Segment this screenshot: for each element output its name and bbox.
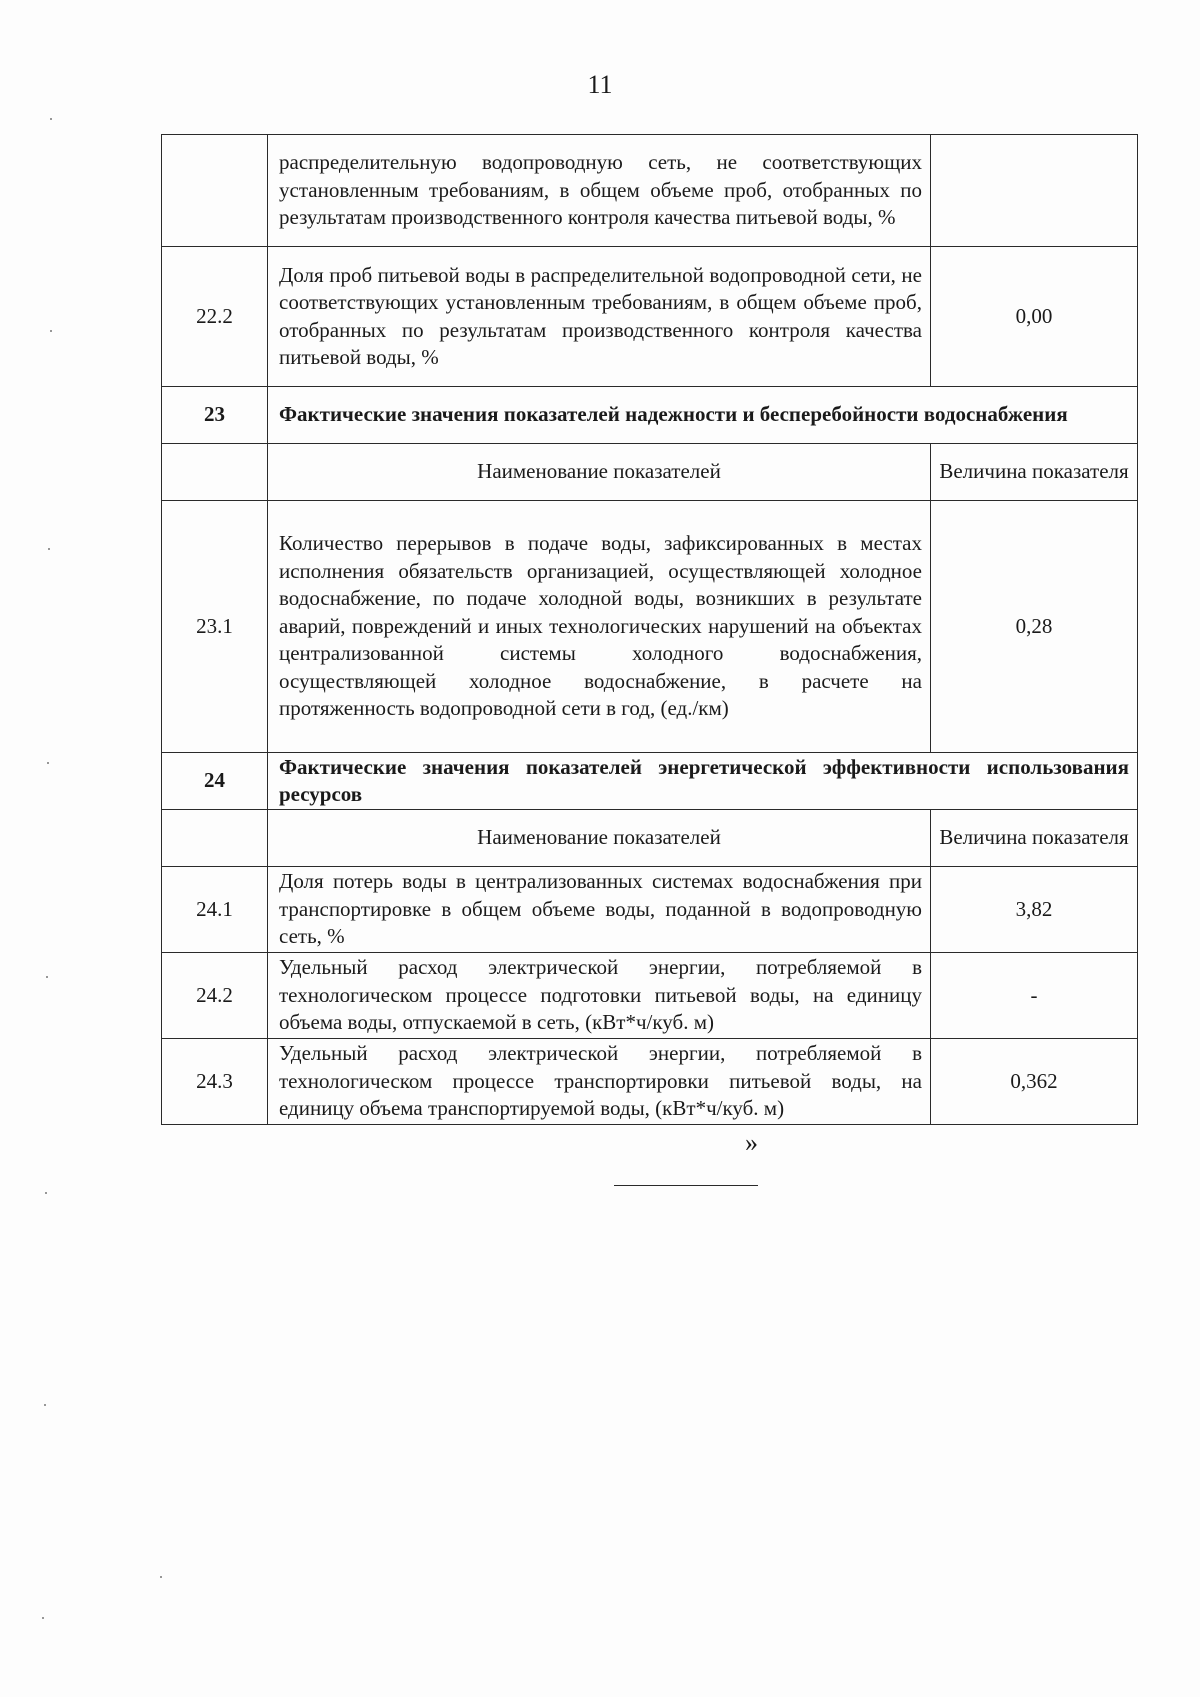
section-title: Фактические значения показателей надежности и бесперебойности водоснабжения (268, 387, 1138, 444)
indicator-text: Доля потерь воды в централизованных системах водоснабжения при транспортировке в общем объеме воды, поданной в водопроводную сеть, % (268, 867, 931, 953)
scan-speck (160, 1576, 162, 1578)
end-rule (614, 1185, 758, 1186)
row-number: 24.3 (162, 1039, 268, 1125)
indicator-value: 0,362 (931, 1039, 1138, 1125)
indicator-text: Удельный расход электрической энергии, потребляемой в технологическом процессе транспортировки питьевой воды, на единицу объема транспортируемой воды, (кВт*ч/куб. м) (268, 1039, 931, 1125)
indicator-text: Удельный расход электрической энергии, потребляемой в технологическом процессе подготовки питьевой воды, на единицу объема воды, отпускаемой в сеть, (кВт*ч/куб. м) (268, 953, 931, 1039)
scan-speck (46, 976, 48, 978)
column-header-name: Наименование показателей (268, 444, 931, 501)
indicator-text: Доля проб питьевой воды в распределительной водопроводной сети, не соответствующих установленным требованиям, в общем объеме проб, отобранных по результатам производственного контроля качества питьевой воды, % (268, 247, 931, 387)
section-number: 23 (162, 387, 268, 444)
indicator-value: 0,00 (931, 247, 1138, 387)
closing-quote: » (745, 1128, 758, 1157)
indicator-value: 0,28 (931, 501, 1138, 753)
row-number: 24.2 (162, 953, 268, 1039)
scan-speck (44, 1404, 46, 1406)
row-number (162, 135, 268, 247)
column-header-name: Наименование показателей (268, 810, 931, 867)
row-number: 24.1 (162, 867, 268, 953)
indicator-value (931, 135, 1138, 247)
indicators-table (161, 134, 1138, 1125)
section-number: 24 (162, 753, 268, 810)
scan-speck (48, 548, 50, 550)
section-title: Фактические значения показателей энергетической эффективности использования ресурсов (268, 753, 1138, 810)
scan-speck (47, 762, 49, 764)
header-row (162, 444, 1138, 501)
scan-speck (45, 1192, 47, 1194)
column-header-value: Величина показателя (931, 810, 1138, 867)
indicator-value: - (931, 953, 1138, 1039)
table-row (162, 501, 1138, 753)
indicator-text: Количество перерывов в подаче воды, зафиксированных в местах исполнения обязательств организацией, осуществляющей холодное водоснабжение, по подаче холодной воды, возникших в результате аварий, повреждений и иных технологических нарушений на объектах централизованной системы холодного водоснабжения, осуществляющей холодное водоснабжение, в расчете на протяженность водопроводной сети в год, (ед./км) (268, 501, 931, 753)
scan-speck (50, 118, 52, 120)
header-row (162, 810, 1138, 867)
empty-cell (162, 444, 268, 501)
empty-cell (162, 810, 268, 867)
scan-speck (42, 1617, 44, 1619)
table-row (162, 135, 1138, 247)
table-row (162, 247, 1138, 387)
page-number: 11 (587, 70, 613, 99)
section-row (162, 753, 1138, 810)
indicator-text: распределительную водопроводную сеть, не соответствующих установленным требованиям, в общем объеме проб, отобранных по результатам производственного контроля качества питьевой воды, % (268, 135, 931, 247)
indicator-value: 3,82 (931, 867, 1138, 953)
row-number: 22.2 (162, 247, 268, 387)
table-row (162, 1039, 1138, 1125)
table-row (162, 867, 1138, 953)
scan-speck (50, 330, 52, 332)
row-number: 23.1 (162, 501, 268, 753)
column-header-value: Величина показателя (931, 444, 1138, 501)
table-row (162, 953, 1138, 1039)
section-row (162, 387, 1138, 444)
